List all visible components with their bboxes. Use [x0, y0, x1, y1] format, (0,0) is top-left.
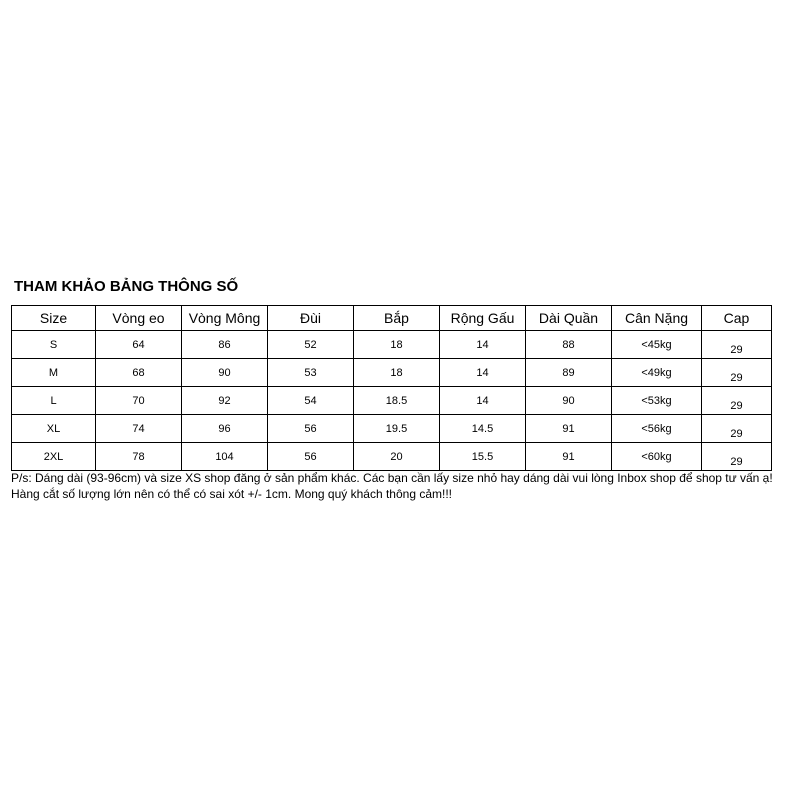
- cell-length: 91: [526, 415, 612, 443]
- header-size: Size: [12, 306, 96, 331]
- table-row: [12, 331, 772, 359]
- cell-calf: 19.5: [354, 415, 440, 443]
- cell-weight: <45kg: [612, 331, 702, 359]
- cell-length: 89: [526, 359, 612, 387]
- cell-thigh: 54: [268, 387, 354, 415]
- cell-hem-width: 14: [440, 387, 526, 415]
- size-table: [11, 305, 772, 471]
- cell-size: 2XL: [12, 443, 96, 471]
- cell-hip: 90: [182, 359, 268, 387]
- header-thigh: Đùi: [268, 306, 354, 331]
- cell-cap: 29: [702, 415, 772, 443]
- table-header-row: [12, 306, 772, 331]
- cell-weight: <53kg: [612, 387, 702, 415]
- cell-cap: 29: [702, 359, 772, 387]
- cell-weight: <60kg: [612, 443, 702, 471]
- header-length: Dài Quần: [526, 306, 612, 331]
- notes: [11, 470, 781, 502]
- cell-weight: <56kg: [612, 415, 702, 443]
- cell-cap: 29: [702, 443, 772, 471]
- cell-size: XL: [12, 415, 96, 443]
- cell-size: M: [12, 359, 96, 387]
- table-row: [12, 415, 772, 443]
- note-line-2: Hàng cắt số lượng lớn nên có thể có sai xót +/- 1cm. Mong quý khách thông cảm!!!: [11, 487, 452, 501]
- header-hem-width: Rộng Gấu: [440, 306, 526, 331]
- table-row: [12, 359, 772, 387]
- cell-waist: 68: [96, 359, 182, 387]
- cell-hip: 86: [182, 331, 268, 359]
- cell-hem-width: 14.5: [440, 415, 526, 443]
- note-line-1: P/s: Dáng dài (93-96cm) và size XS shop đăng ở sản phẩm khác. Các bạn cần lấy size nhỏ hay dáng dài vui lòng Inbox shop để shop tư vấn ạ!: [11, 471, 773, 485]
- cell-waist: 70: [96, 387, 182, 415]
- cell-cap: 29: [702, 331, 772, 359]
- cell-hip: 92: [182, 387, 268, 415]
- cell-length: 88: [526, 331, 612, 359]
- header-waist: Vòng eo: [96, 306, 182, 331]
- cell-length: 90: [526, 387, 612, 415]
- header-weight: Cân Nặng: [612, 306, 702, 331]
- cell-hip: 96: [182, 415, 268, 443]
- cell-hem-width: 15.5: [440, 443, 526, 471]
- cell-thigh: 53: [268, 359, 354, 387]
- cell-size: S: [12, 331, 96, 359]
- cell-hem-width: 14: [440, 331, 526, 359]
- cell-size: L: [12, 387, 96, 415]
- cell-thigh: 52: [268, 331, 354, 359]
- cell-calf: 20: [354, 443, 440, 471]
- cell-hem-width: 14: [440, 359, 526, 387]
- cell-calf: 18: [354, 359, 440, 387]
- cell-waist: 74: [96, 415, 182, 443]
- size-chart-title: THAM KHẢO BẢNG THÔNG SỐ: [14, 278, 239, 295]
- cell-thigh: 56: [268, 415, 354, 443]
- cell-waist: 64: [96, 331, 182, 359]
- cell-waist: 78: [96, 443, 182, 471]
- table-row: [12, 387, 772, 415]
- cell-calf: 18: [354, 331, 440, 359]
- cell-hip: 104: [182, 443, 268, 471]
- table-row: [12, 443, 772, 471]
- cell-cap: 29: [702, 387, 772, 415]
- header-cap: Cap: [702, 306, 772, 331]
- header-hip: Vòng Mông: [182, 306, 268, 331]
- cell-thigh: 56: [268, 443, 354, 471]
- cell-length: 91: [526, 443, 612, 471]
- header-calf: Bắp: [354, 306, 440, 331]
- cell-weight: <49kg: [612, 359, 702, 387]
- cell-calf: 18.5: [354, 387, 440, 415]
